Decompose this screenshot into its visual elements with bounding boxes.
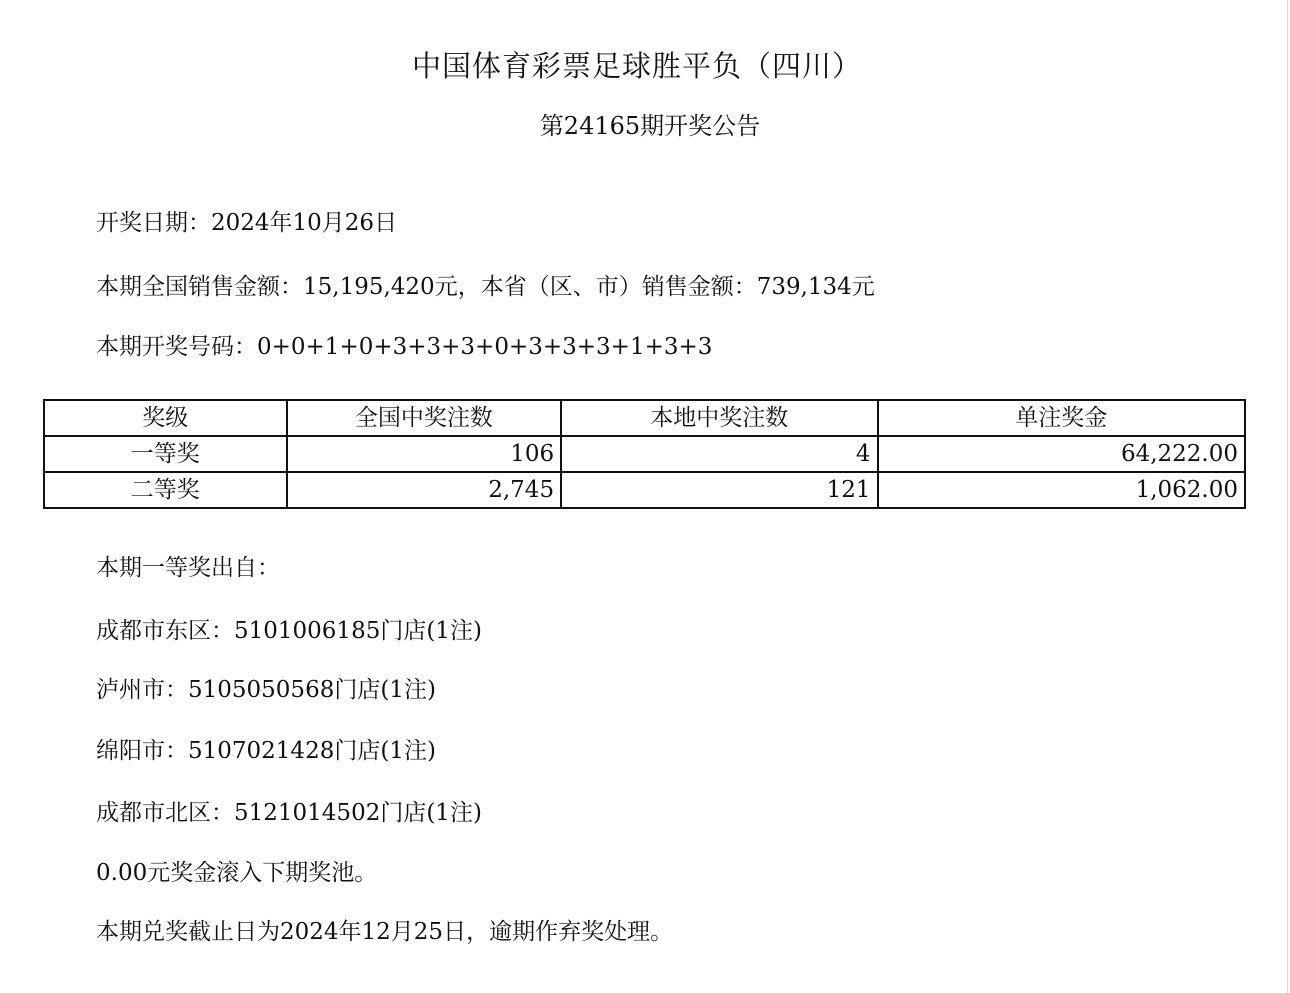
winner-item: 泸州市：5105050568门店(1注) [96,677,436,703]
column-header-prize-level: 奖级 [44,400,287,436]
rollover-note: 0.00元奖金滚入下期奖池。 [96,860,378,886]
local-count-cell: 4 [561,436,877,472]
deadline-note: 本期兑奖截止日为2024年12月25日，逾期作弃奖处理。 [96,919,674,945]
prize-level-cell: 二等奖 [44,472,287,508]
prize-amount-cell: 1,062.00 [878,472,1245,508]
table-header-row [44,400,1245,436]
table-row [44,436,1245,472]
page-subtitle: 第24165期开奖公告 [539,112,761,140]
sales-amount: 本期全国销售金额：15,195,420元，本省（区、市）销售金额：739,134元 [96,274,875,300]
prize-level-cell: 一等奖 [44,436,287,472]
winners-heading: 本期一等奖出自： [96,555,280,581]
winning-numbers: 本期开奖号码：0+0+1+0+3+3+3+0+3+3+3+1+3+3 [96,334,713,360]
page-title: 中国体育彩票足球胜平负（四川） [411,49,862,83]
winner-item: 成都市东区：5101006185门店(1注) [96,618,482,644]
column-header-prize-amount: 单注奖金 [878,400,1245,436]
winner-item: 绵阳市：5107021428门店(1注) [96,738,436,764]
national-count-cell: 2,745 [287,472,562,508]
draw-date: 开奖日期：2024年10月26日 [96,210,398,236]
column-header-national-count: 全国中奖注数 [287,400,562,436]
table-row [44,472,1245,508]
prize-amount-cell: 64,222.00 [878,436,1245,472]
national-count-cell: 106 [287,436,562,472]
local-count-cell: 121 [561,472,877,508]
page-edge-divider [1287,0,1288,993]
winner-item: 成都市北区：5121014502门店(1注) [96,800,482,826]
prize-table [43,399,1246,509]
column-header-local-count: 本地中奖注数 [561,400,877,436]
